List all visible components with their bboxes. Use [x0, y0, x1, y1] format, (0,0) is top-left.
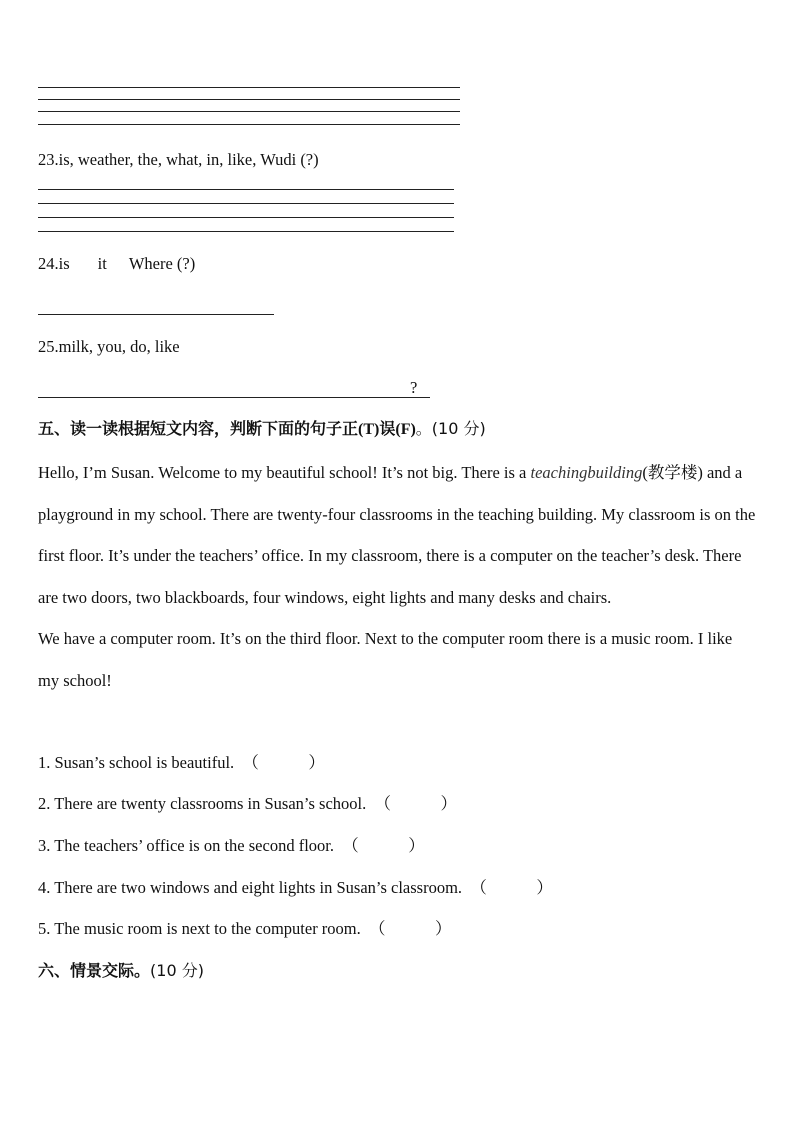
question-number: 25. [38, 337, 59, 356]
question-23 [38, 150, 319, 170]
answer-bracket[interactable]: （ ） [242, 753, 325, 772]
answer-line[interactable] [38, 111, 460, 112]
question-mark: ? [410, 378, 418, 397]
answer-line[interactable] [38, 217, 454, 218]
statement-item: 4. There are two windows and eight lights in Susan’s classroom. （ ） [38, 878, 553, 897]
answer-line[interactable] [38, 397, 430, 398]
word-1: is [58, 254, 70, 273]
section-6-title: 六、情景交际。(10 分) [38, 961, 204, 980]
section-5-title: 五、读一读根据短文内容，判断下面的句子正(T)误(F)。(10 分) [38, 419, 486, 438]
question-number: 23. [38, 150, 59, 169]
word-3: Where (?) [128, 254, 196, 273]
answer-line[interactable] [38, 231, 454, 232]
answer-line[interactable] [38, 124, 460, 125]
answer-bracket[interactable]: （ ） [470, 878, 553, 897]
statement-item: 3. The teachers’ office is on the second floor. （ ） [38, 836, 425, 855]
question-words: is, weather, the, what, in, like, Wudi (?) [58, 150, 319, 169]
statement-item: 1. Susan’s school is beautiful. （ ） [38, 753, 325, 772]
statement-item: 2. There are twenty classrooms in Susan’s school. （ ） [38, 794, 458, 813]
statement-item: 5. The music room is next to the computer room. （ ） [38, 919, 452, 938]
answer-line[interactable] [38, 189, 454, 190]
answer-line[interactable] [38, 314, 274, 315]
word-2: it [97, 254, 107, 273]
question-words: milk, you, do, like [58, 337, 180, 356]
answer-line[interactable] [38, 99, 460, 100]
answer-bracket[interactable]: （ ） [369, 919, 452, 938]
reading-passage [38, 452, 756, 702]
passage-paragraph-1: Hello, I’m Susan. Welcome to my beautiful school! It’s not big. There is a teachingbuilding(教学楼) and a playground in my school. There are twenty-four classrooms in the teaching building. My classroom is on the first floor. It’s under the teachers’ office. In my classroom, there is a computer on the teacher’s desk. There are two doors, two blackboards, four windows, eight lights and many desks and chairs. [38, 463, 756, 607]
question-25 [38, 337, 180, 357]
passage-paragraph-2: We have a computer room. It’s on the third floor. Next to the computer room there is a music room. I like my school! [38, 629, 733, 690]
answer-line[interactable] [38, 203, 454, 204]
question-24 [38, 254, 195, 274]
answer-line[interactable] [38, 87, 460, 88]
answer-bracket[interactable]: （ ） [374, 794, 458, 813]
answer-bracket[interactable]: （ ） [342, 836, 425, 855]
question-number: 24. [38, 254, 59, 273]
